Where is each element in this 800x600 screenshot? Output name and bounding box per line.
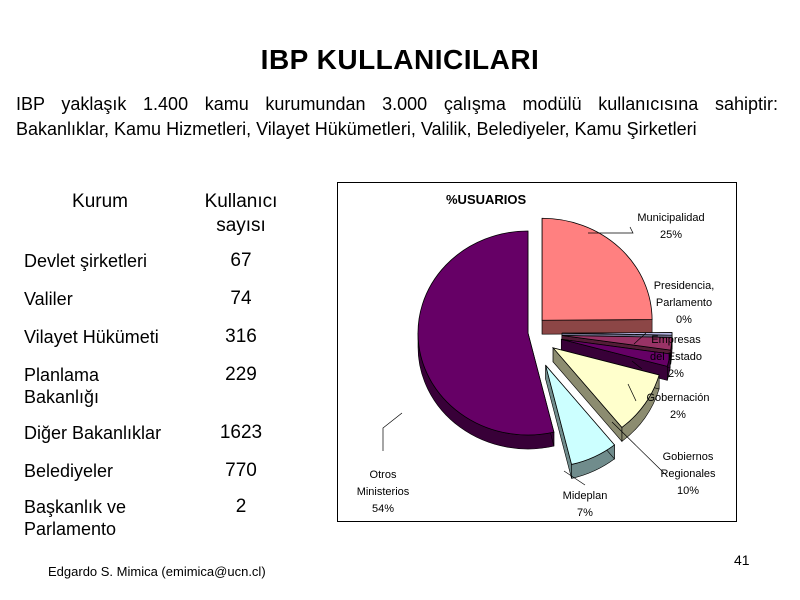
slice-label-text: Ministerios [356, 486, 410, 498]
intro-text [16, 92, 778, 142]
pie-slice [542, 218, 652, 320]
row-institution-line: Valiler [24, 289, 73, 309]
row-institution [16, 422, 184, 460]
row-institution-line: Parlamento [24, 519, 117, 539]
header-kurum: Kurum [72, 191, 128, 212]
slice-percent-label: 10% [676, 485, 700, 497]
header-kullanici-line2: sayısı [216, 215, 266, 236]
table-row [16, 326, 298, 364]
intro-line-1: IBP yaklaşık 1.400 kamu kurumundan 3.000 çalışma modülü kullanıcısına sahiptir: [16, 94, 778, 114]
row-institution-line: Devlet şirketleri [24, 251, 148, 271]
row-institution-line: Diğer Bakanlıklar [24, 423, 162, 443]
row-user-count: 770 [225, 460, 257, 481]
row-user-count: 2 [235, 496, 247, 517]
header-kullanici [184, 184, 298, 250]
pie-slice-wall [542, 320, 652, 335]
row-institution [16, 288, 184, 326]
row-institution [16, 364, 184, 422]
row-user-count: 229 [225, 364, 257, 385]
slice-percent-label: 2% [668, 368, 684, 380]
row-institution [16, 250, 184, 288]
chart-title: %USUARIOS [446, 192, 527, 207]
slice-label [563, 471, 608, 519]
table-row [16, 460, 298, 496]
row-institution-line: Bakanlığı [24, 387, 100, 407]
table-row [16, 250, 298, 288]
row-institution-line: Başkanlık ve [24, 497, 127, 517]
slice-percent-label: 25% [659, 229, 683, 241]
row-institution-line: Planlama [24, 365, 100, 385]
slice-label-text: Gobiernos [662, 451, 714, 463]
slice-percent-label: 7% [577, 507, 593, 519]
pie-chart [338, 183, 738, 523]
page-number: 41 [734, 552, 750, 568]
row-user-count: 1623 [219, 422, 263, 443]
row-institution-line: Belediyeler [24, 461, 114, 481]
row-institution [16, 460, 184, 496]
slice-label-text: Empresas [651, 334, 701, 346]
row-institution-line: Vilayet Hükümeti [24, 327, 159, 347]
slice-label-text: Regionales [660, 468, 716, 480]
slice-label-text: Mideplan [562, 490, 608, 502]
footer-author: Edgardo S. Mimica (emimica@ucn.cl) [48, 564, 266, 579]
slice-label [357, 413, 410, 515]
slice-label-text: del Estado [650, 351, 702, 363]
slice-label-text: Gobernación [646, 392, 710, 404]
table-row [16, 496, 298, 546]
slide-title: IBP KULLANICILARI [260, 44, 540, 75]
label-leader-line [383, 413, 402, 451]
pie-chart-box [337, 182, 737, 522]
slice-label-text: Parlamento [655, 297, 713, 309]
label-leader-line [612, 422, 664, 473]
slice-percent-label: 2% [670, 409, 686, 421]
table-row [16, 364, 298, 422]
slice-label-text: Municipalidad [637, 212, 705, 224]
users-table [16, 184, 298, 546]
row-user-count: 74 [230, 288, 252, 309]
slice-label-text: Otros [369, 469, 397, 481]
header-kullanici-line1: Kullanıcı [204, 191, 278, 212]
table-row [16, 288, 298, 326]
row-user-count: 316 [225, 326, 257, 347]
table-header-row [16, 184, 298, 250]
row-user-count: 67 [230, 250, 252, 271]
slice-label-text: Presidencia, [653, 280, 715, 292]
row-institution [16, 496, 184, 546]
slice-percent-label: 0% [676, 314, 692, 326]
intro-line-2: Bakanlıklar, Kamu Hizmetleri, Vilayet Hükümetleri, Valilik, Belediyeler, Kamu Şirketleri [16, 119, 697, 139]
row-institution [16, 326, 184, 364]
slice-percent-label: 54% [371, 503, 395, 515]
table-row [16, 422, 298, 460]
